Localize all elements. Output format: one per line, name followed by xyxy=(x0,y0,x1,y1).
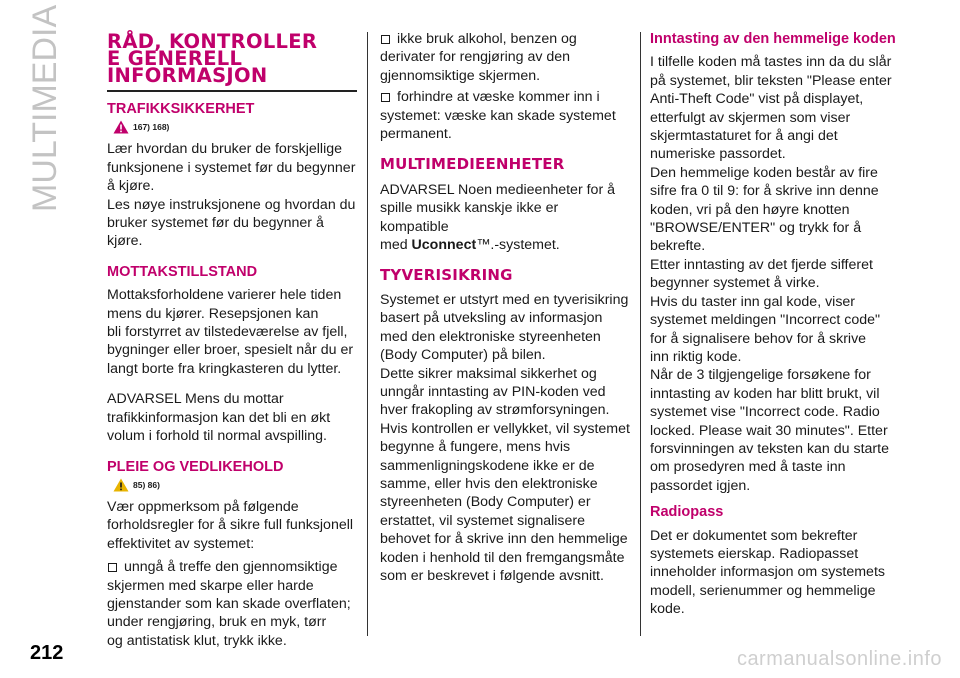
text-line: med den elektroniske styreenheten xyxy=(380,328,601,345)
text-prefix: med xyxy=(380,237,412,254)
watermark: carmanualsonline.info xyxy=(736,648,942,670)
text-line: Det er dokumentet som bekrefter xyxy=(650,527,858,544)
text-line: og antistatisk klut, trykk ikke. xyxy=(107,632,287,649)
text-line: numeriske passordet. xyxy=(650,146,786,163)
text-line: "BROWSE/ENTER" og trykk for å xyxy=(650,220,862,237)
column-3 xyxy=(650,30,900,619)
text-line: behovet for å skrive inn den hemmelige xyxy=(380,531,628,548)
text-line: inntasting av koden har blitt brukt, vil xyxy=(650,385,880,402)
column-divider xyxy=(640,32,641,636)
bullet-text: unngå å treffe den gjennomsiktige xyxy=(124,559,338,576)
text-line: funksjonene i systemet før du begynner xyxy=(107,159,356,176)
column-divider xyxy=(367,32,368,636)
text-line: etterfulgt av skjermen som viser xyxy=(650,109,851,126)
caution-triangle-icon xyxy=(113,478,129,492)
text-line: bruker systemet før du begynner å xyxy=(107,215,324,232)
bullet-text: ikke bruk alkohol, benzen og xyxy=(397,31,577,47)
section-side-label xyxy=(18,4,78,220)
text-line: systemet: væske kan skade systemet xyxy=(380,107,616,124)
text-line: Etter inntasting av det fjerde sifferet xyxy=(650,256,873,273)
text-line: systemets eierskap. Radiopasset xyxy=(650,545,859,562)
warning-triangle-icon xyxy=(113,120,129,134)
text-line: inn riktig kode. xyxy=(650,348,742,365)
text-line: koden, vri på den høyre knotten xyxy=(650,201,850,218)
text-line: bekrefte. xyxy=(650,238,706,255)
text-line: effektivitet av systemet: xyxy=(107,535,255,552)
bullet-item xyxy=(380,88,630,106)
page-number: 212 xyxy=(30,642,64,664)
heading-care: PLEIE OG VEDLIKEHOLD xyxy=(107,458,284,475)
text-line: hver frakopling av strømforsyningen. xyxy=(380,402,610,419)
text-line: unngår inntasting av PIN-koden ved xyxy=(380,383,606,400)
page-title-line: INFORMASJON xyxy=(107,64,268,87)
text-line: derivater for rengjøring av den xyxy=(380,49,571,66)
text-line: permanent. xyxy=(380,126,452,143)
text-line: mens du kjører. Resepsjonen kan xyxy=(107,305,319,322)
text-line: Les nøye instruksjonene og hvordan du xyxy=(107,196,356,213)
bullet-continuation xyxy=(380,48,630,85)
paragraph xyxy=(380,291,630,586)
text-line: volum i forhold til normal avspilling. xyxy=(107,428,327,445)
text-line: gjenstander som kan skade overflaten; xyxy=(107,595,351,612)
text-line: Mottaksforholdene varierer hele tiden xyxy=(107,287,342,304)
text-line: for å signalisere behov for å skrive xyxy=(650,330,867,347)
text-line: forsvinningen av teksten kan du starte xyxy=(650,440,889,457)
text-line: Vær oppmerksom på følgende xyxy=(107,498,299,515)
heading-media-devices: MULTIMEDIEENHETER xyxy=(380,155,565,174)
paragraph xyxy=(107,498,357,553)
warning-reference xyxy=(113,478,357,492)
bullet-item xyxy=(380,30,630,48)
text-line: Dette sikrer maksimal sikkerhet og xyxy=(380,365,597,382)
text-line: Hvis du taster inn gal kode, viser xyxy=(650,293,856,310)
paragraph xyxy=(650,527,900,619)
bullet-continuation xyxy=(380,107,630,144)
paragraph xyxy=(107,390,357,445)
heading-reception: MOTTAKSTILLSTAND xyxy=(107,263,258,280)
bullet-item xyxy=(107,558,357,576)
text-line: langt borte fra kringkasteren du lytter. xyxy=(107,360,342,377)
paragraph xyxy=(107,286,357,378)
text-line: Systemet er utstyrt med en tyverisikring xyxy=(380,291,629,308)
text-line: passordet igjen. xyxy=(650,477,751,494)
text-line: trafikkinformasjon kan det bli en økt xyxy=(107,409,331,426)
text-line: om prosedyren med å taste inn xyxy=(650,459,846,476)
text-line: begynne å fungere, mens hvis xyxy=(380,439,571,456)
text-line: inneholder informasjon om systemets xyxy=(650,564,885,581)
text-line: (Body Computer) på bilen. xyxy=(380,347,546,364)
text-line: systemet vise "Incorrect code. Radio xyxy=(650,404,880,421)
text-line: skjermtastaturet for å angi det xyxy=(650,128,838,145)
heading-radiopass: Radiopass xyxy=(650,504,724,521)
text-line: Anti-Theft Code" vist på displayet, xyxy=(650,91,864,108)
text-line: samme, eller hvis den elektroniske xyxy=(380,475,598,492)
bullet-box-icon xyxy=(108,563,117,572)
text-line: som er beskrevet i følgende avsnitt. xyxy=(380,567,604,584)
text-line: kode. xyxy=(650,601,685,618)
warning-refs: 85) 86) xyxy=(133,479,160,490)
text-line: modell, serienummer og hemmelige xyxy=(650,582,876,599)
bullet-box-icon xyxy=(381,35,390,44)
column-1 xyxy=(107,30,357,650)
text-line: Lær hvordan du bruker de forskjellige xyxy=(107,141,343,158)
text-line: basert på utveksling av informasjon xyxy=(380,310,603,327)
text-suffix: ™.-systemet. xyxy=(476,237,560,254)
page-title-line: RÅD, KONTROLLER xyxy=(107,30,318,53)
text-line: erstattet, vil systemet signalisere xyxy=(380,512,586,529)
text-line: Den hemmelige koden består av fire xyxy=(650,164,878,181)
bullet-text: forhindre at væske kommer inn i xyxy=(397,89,600,106)
text-line: forholdsregler for å sikre full funksjonell xyxy=(107,517,354,534)
text-line: å kjøre. xyxy=(107,178,155,195)
paragraph xyxy=(380,181,630,255)
text-line: gjennomsiktige skjermen. xyxy=(380,67,541,84)
text-line: kjøre. xyxy=(107,233,143,250)
text-line: skjermen med skarpe eller harde xyxy=(107,577,314,594)
text-line: ADVARSEL Noen medieenheter for å xyxy=(380,181,616,198)
heading-secret-code: Inntasting av den hemmelige koden xyxy=(650,31,896,47)
bullet-box-icon xyxy=(381,93,390,102)
text-line: sammenligningskodene ikke er de xyxy=(380,457,595,474)
text-line: styreenheten (Body Computer) er xyxy=(380,494,591,511)
page-title xyxy=(107,30,357,87)
text-line: Når de 3 tilgjengelige forsøkene for xyxy=(650,367,871,384)
paragraph xyxy=(650,53,900,495)
warning-reference xyxy=(113,120,357,134)
title-rule xyxy=(107,90,357,92)
bullet-continuation xyxy=(107,577,357,651)
text-line: locked. Please wait 30 minutes". Etter xyxy=(650,422,888,439)
text-line: begynner systemet å virke. xyxy=(650,275,820,292)
warning-refs: 167) 168) xyxy=(133,122,170,133)
heading-traffic-safety: TRAFIKKSIKKERHET xyxy=(107,101,255,117)
text-line: på systemet, blir teksten "Please enter xyxy=(650,72,892,89)
text-line: koden i henhold til den fremgangsmåte xyxy=(380,549,625,566)
brand-name: Uconnect xyxy=(411,237,477,254)
text-line: systemet meldingen "Incorrect code" xyxy=(650,312,881,329)
side-label-text: MULTIMEDIA xyxy=(26,4,64,212)
paragraph xyxy=(107,140,357,250)
text-line: ADVARSEL Mens du mottar xyxy=(107,391,284,408)
text-line: Hvis kontrollen er vellykket, vil systemet xyxy=(380,420,630,437)
page-title-line: E GENERELL xyxy=(107,47,243,70)
text-line: sifre fra 0 til 9: for å skrive inn denne xyxy=(650,183,879,200)
text-line: bygninger eller broer, spesielt når du er xyxy=(107,342,354,359)
text-line: under rengjøring, bruk en myk, tørr xyxy=(107,614,327,631)
text-line: I tilfelle koden må tastes inn da du slår xyxy=(650,54,892,71)
text-line: bli forstyrret av tilstedeværelse av fjell, xyxy=(107,324,348,341)
heading-anti-theft: TYVERISIKRING xyxy=(380,266,513,285)
column-2 xyxy=(380,30,630,585)
text-line: spille musikk kanskje ikke er kompatible xyxy=(380,200,559,235)
